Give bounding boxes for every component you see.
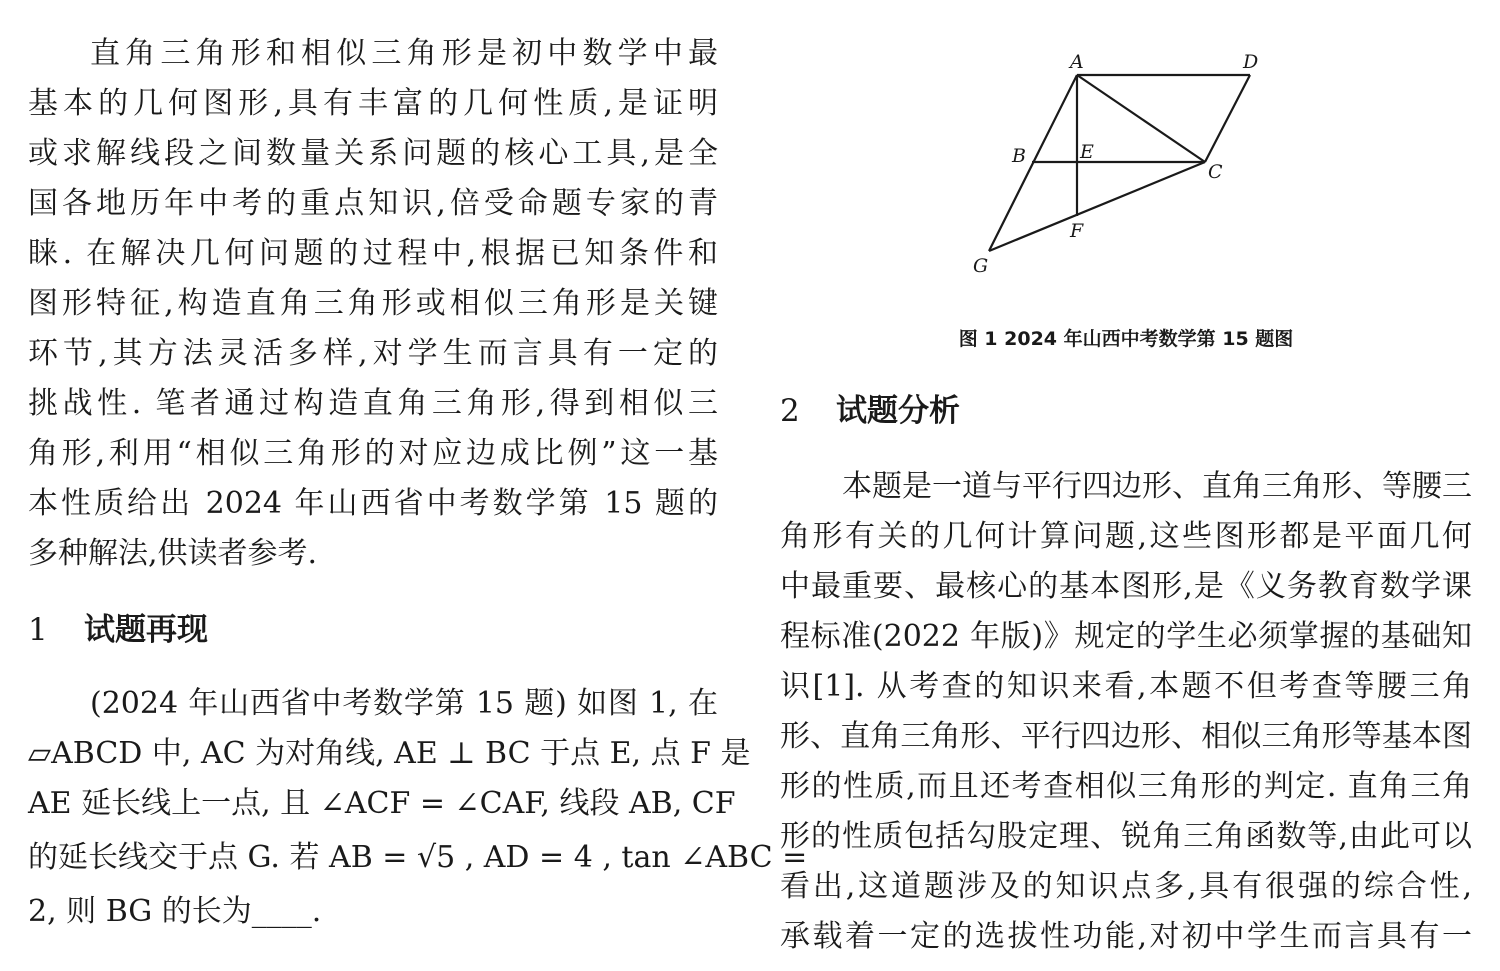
label-E: E: [1080, 141, 1094, 163]
segment-CG: [989, 162, 1205, 251]
problem-line: (2024 年山西省中考数学第 15 题) 如图 1, 在: [90, 686, 718, 721]
intro-line: 直角三角形和相似三角形是初中数学中最: [90, 36, 718, 71]
label-G: G: [973, 255, 989, 277]
section-number: 2: [780, 393, 800, 429]
intro-line: 基本的几何图形,具有丰富的几何性质,是证明: [28, 86, 718, 121]
intro-line: 多种解法,供读者参考.: [28, 536, 318, 571]
intro-line: 或求解线段之间数量关系问题的核心工具,是全: [28, 136, 718, 171]
section-heading-2: [780, 391, 960, 431]
section-number: 1: [28, 612, 48, 648]
label-D: D: [1243, 51, 1259, 73]
problem-line: 的延长线交于点 G. 若 AB = √5 , AD = 4 , tan ∠ABC =: [28, 840, 808, 875]
parallelogram-diagram: [960, 40, 1300, 290]
intro-line: 挑战性. 笔者通过构造直角三角形,得到相似三: [28, 386, 718, 421]
analysis-line: 识[1]. 从考查的知识来看,本题不但考查等腰三角: [780, 669, 1472, 704]
segment-AC: [1077, 75, 1205, 162]
geometry-figure: [960, 40, 1300, 290]
analysis-line: 看出,这道题涉及的知识点多,具有很强的综合性,: [780, 869, 1472, 904]
segment-DC: [1205, 75, 1250, 162]
section-title: 试题分析: [836, 393, 960, 429]
label-C: C: [1208, 161, 1223, 183]
analysis-line: 本题是一道与平行四边形、直角三角形、等腰三: [842, 469, 1472, 504]
problem-line: ▱ABCD 中, AC 为对角线, AE ⊥ BC 于点 E, 点 F 是: [28, 736, 751, 771]
intro-line: 本性质给出 2024 年山西省中考数学第 15 题的: [28, 486, 718, 521]
analysis-line: 中最重要、最核心的基本图形,是《义务教育数学课: [780, 569, 1472, 604]
label-F: F: [1070, 220, 1084, 242]
analysis-line: 形的性质,而且还考查相似三角形的判定. 直角三角: [780, 769, 1472, 804]
figure-caption: 图 1 2024 年山西中考数学第 15 题图: [958, 328, 1294, 350]
analysis-line: 形的性质包括勾股定理、锐角三角函数等,由此可以: [780, 819, 1472, 854]
label-B: B: [1012, 145, 1026, 167]
analysis-line: 角形有关的几何计算问题,这些图形都是平面几何: [780, 519, 1472, 554]
intro-line: 睐. 在解决几何问题的过程中,根据已知条件和: [28, 236, 718, 271]
section-heading-1: [28, 610, 208, 650]
intro-line: 环节,其方法灵活多样,对学生而言具有一定的: [28, 336, 718, 371]
intro-line: 角形,利用“相似三角形的对应边成比例”这一基: [28, 436, 718, 471]
analysis-line: 形、直角三角形、平行四边形、相似三角形等基本图: [780, 719, 1472, 754]
analysis-line: 程标准(2022 年版)》规定的学生必须掌握的基础知: [780, 619, 1472, 654]
label-A: A: [1070, 51, 1084, 73]
problem-line: 2, 则 BG 的长为____.: [28, 894, 322, 929]
section-title: 试题再现: [84, 612, 208, 648]
intro-line: 国各地历年中考的重点知识,倍受命题专家的青: [28, 186, 718, 221]
intro-line: 图形特征,构造直角三角形或相似三角形是关键: [28, 286, 718, 321]
problem-line: AE 延长线上一点, 且 ∠ACF = ∠CAF, 线段 AB, CF: [28, 786, 736, 821]
analysis-line: 承载着一定的选拔性功能,对初中学生而言具有一: [780, 919, 1472, 954]
